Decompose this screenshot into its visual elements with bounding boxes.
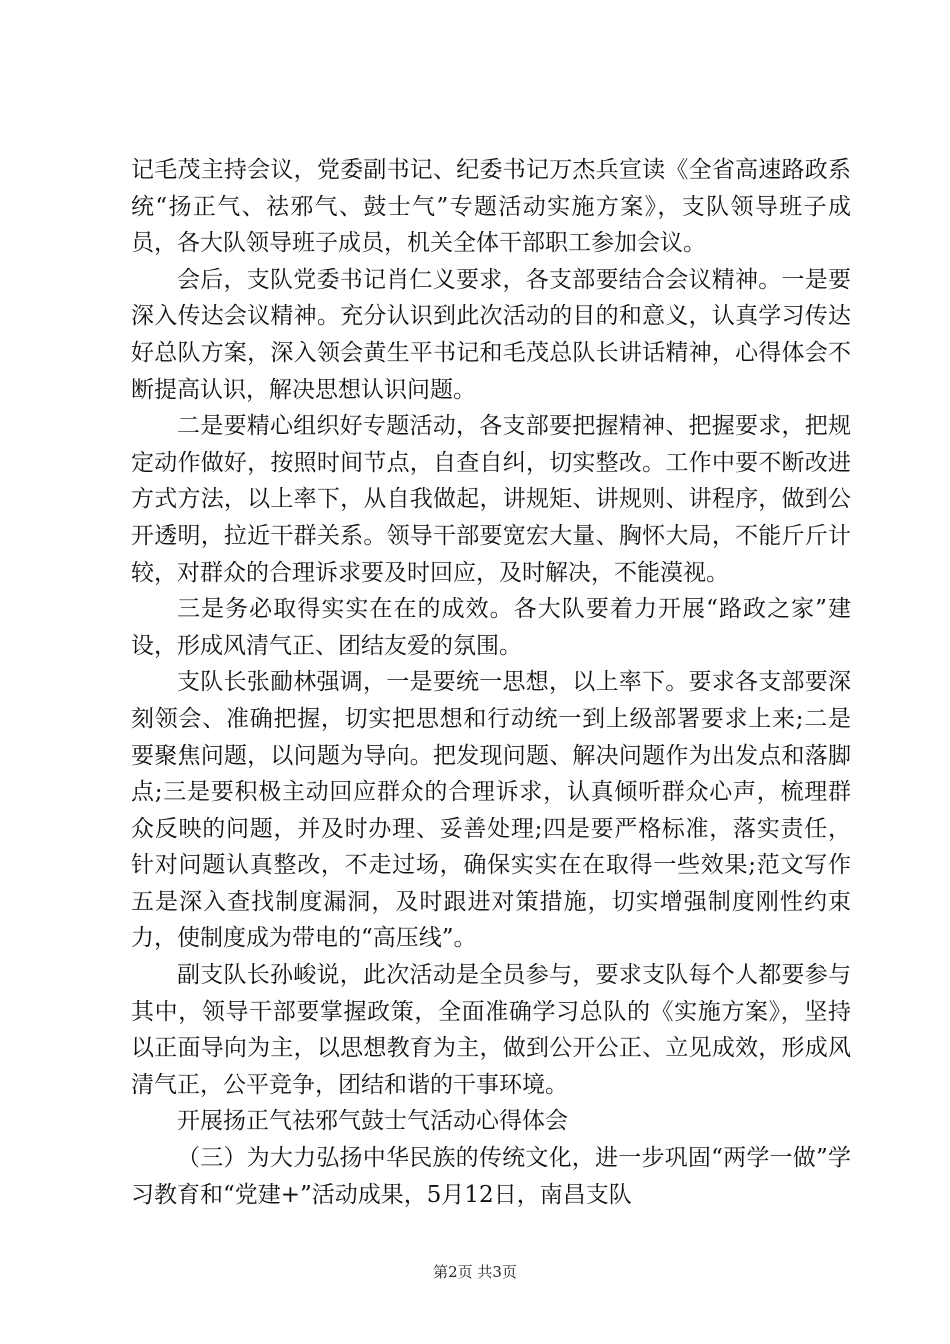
document-body: [131, 152, 851, 1213]
paragraph-7: （三）为大力弘扬中华民族的传统文化，进一步巩固“两学一做”学习教育和“党建+”活动成果，5月12日，南昌支队: [131, 1145, 851, 1208]
paragraph-5: 支队长张勔林强调，一是要统一思想，以上率下。要求各支部要深刻领会、准确把握，切实把思想和行动统一到上级部署要求上来;二是要聚焦问题，以问题为导向。把发现问题、解决问题作为出发点和落脚点;三是要积极主动回应群众的合理诉求，认真倾听群众心声，梳理群众反映的问题，并及时办理、妥善处理;四是要严格标准，落实责任，针对问题认真整改，不走过场，确保实实在在取得一些效果;范文写作五是深入查找制度漏洞，及时跟进对策措施，切实增强制度刚性约束力，使制度成为带电的“高压线”。: [131, 669, 851, 952]
paragraph-3: 二是要精心组织好专题活动，各支部要把握精神、把握要求，把规定动作做好，按照时间节点，自查自纠，切实整改。工作中要不断改进方式方法，以上率下，从自我做起，讲规矩、讲规则、讲程序，做到公开透明，拉近干群关系。领导干部要宽宏大量、胸怀大局，不能斤斤计较，对群众的合理诉求要及时回应，及时解决，不能漠视。: [131, 413, 851, 586]
section-heading: 开展扬正气祛邪气鼓士气活动心得体会: [177, 1108, 568, 1135]
page-number-footer: 第2页 共3页: [433, 1263, 517, 1281]
paragraph-2: 会后，支队党委书记肖仁义要求，各支部要结合会议精神。一是要深入传达会议精神。充分认识到此次活动的目的和意义，认真学习传达好总队方案，深入领会黄生平书记和毛茂总队长讲话精神，心得体会不断提高认识，解决思想认识问题。: [131, 266, 851, 403]
paragraph-1: 记毛茂主持会议，党委副书记、纪委书记万杰兵宣读《全省高速路政系统“扬正气、祛邪气、鼓士气”专题活动实施方案》，支队领导班子成员，各大队领导班子成员，机关全体干部职工参加会议。: [131, 157, 851, 257]
paragraph-4: 三是务必取得实实在在的成效。各大队要着力开展“路政之家”建设，形成风清气正、团结友爱的氛围。: [131, 596, 851, 659]
paragraph-6: 副支队长孙峻说，此次活动是全员参与，要求支队每个人都要参与其中，领导干部要掌握政策，全面准确学习总队的《实施方案》，坚持以正面导向为主，以思想教育为主，做到公开公正、立见成效，形成风清气正，公平竞争，团结和谐的干事环境。: [131, 962, 851, 1098]
